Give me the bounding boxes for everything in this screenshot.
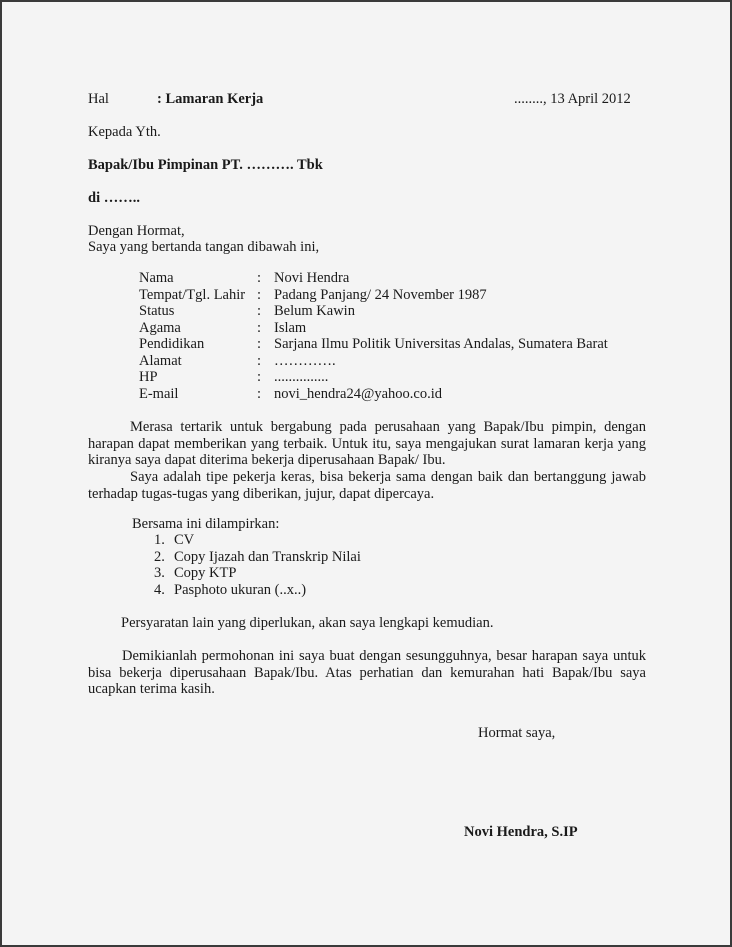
signer-name: Novi Hendra, S.IP [464,824,578,840]
letter-date: ........, 13 April 2012 [514,91,631,107]
paragraph-interest: Merasa tertarik untuk bergabung pada perusahaan yang Bapak/Ibu pimpin, dengan harapan dapat memberikan yang terbaik. Untuk itu, saya mengajukan surat lamaran kerja yang kiranya saya dapat diterima bekerja diperusahaan Bapak/ Ibu. [88,419,646,468]
info-value: Sarjana Ilmu Politik Universitas Andalas, Sumatera Barat [274,336,608,352]
recipient-name: Bapak/Ibu Pimpinan PT. ………. Tbk [88,157,323,173]
attachment-text: Pasphoto ukuran (..x..) [174,581,307,598]
attachments-list [154,532,361,598]
info-value: Belum Kawin [274,303,355,319]
hal-label: Hal [88,91,109,107]
info-colon: : [257,303,262,319]
info-row-alamat [139,353,608,370]
info-value: ............... [274,369,329,385]
attachment-text: CV [174,532,195,548]
attachment-number: 3. [154,565,165,581]
attachment-item [154,565,361,582]
info-colon: : [257,319,262,336]
info-value: Islam [274,319,307,336]
info-label: Status [139,303,175,319]
attachment-item [154,549,361,566]
info-value: novi_hendra24@yahoo.co.id [274,385,442,402]
attachment-number: 2. [154,548,165,565]
closing-regards: Hormat saya, [478,725,556,741]
info-label: Tempat/Tgl. Lahir [139,286,246,303]
info-colon: : [257,385,262,402]
info-label: HP [139,369,158,385]
info-colon: : [257,369,262,385]
info-label: E-mail [139,385,179,402]
info-row-ttl [139,287,608,304]
hal-value: : Lamaran Kerja [157,91,264,107]
attachment-item [154,582,361,599]
paragraph-character: Saya adalah tipe pekerja keras, bisa bekerja sama dengan baik dan bertanggung jawab terhadap tugas-tugas yang diberikan, jujur, dapat dipercaya. [88,469,646,502]
info-row-email [139,386,608,403]
attachment-item [154,532,361,549]
paragraph-requirements: Persyaratan lain yang diperlukan, akan saya lengkapi kemudian. [121,615,494,631]
info-label: Pendidikan [139,336,205,352]
intro-line: Saya yang bertanda tangan dibawah ini, [88,239,320,255]
info-row-pendidikan [139,336,608,353]
attachment-number: 4. [154,581,165,598]
applicant-info-table [139,270,608,402]
info-colon: : [257,336,262,352]
kepada-line: Kepada Yth. [88,124,161,140]
attachment-text: Copy KTP [174,565,237,581]
info-label: Agama [139,319,181,336]
attachments-intro: Bersama ini dilampirkan: [132,516,280,532]
info-colon: : [257,270,262,286]
info-label: Nama [139,270,174,286]
greeting: Dengan Hormat, [88,223,185,239]
info-row-hp [139,369,608,386]
info-colon: : [257,286,262,303]
info-row-agama [139,320,608,337]
attachment-number: 1. [154,532,165,548]
info-colon: : [257,352,262,369]
info-value: …………. [274,352,336,369]
paragraph-closing: Demikianlah permohonan ini saya buat dengan sesungguhnya, besar harapan saya untuk bisa bekerja diperusahaan Bapak/Ibu. Atas perhatian dan kemurahan hati Bapak/Ibu saya ucapkan terima kasih. [88,648,646,697]
attachment-text: Copy Ijazah dan Transkrip Nilai [174,548,361,565]
info-row-nama [139,270,608,287]
info-row-status [139,303,608,320]
recipient-location: di …….. [88,190,140,206]
info-value: Novi Hendra [274,270,350,286]
info-value: Padang Panjang/ 24 November 1987 [274,286,487,303]
info-label: Alamat [139,352,182,369]
